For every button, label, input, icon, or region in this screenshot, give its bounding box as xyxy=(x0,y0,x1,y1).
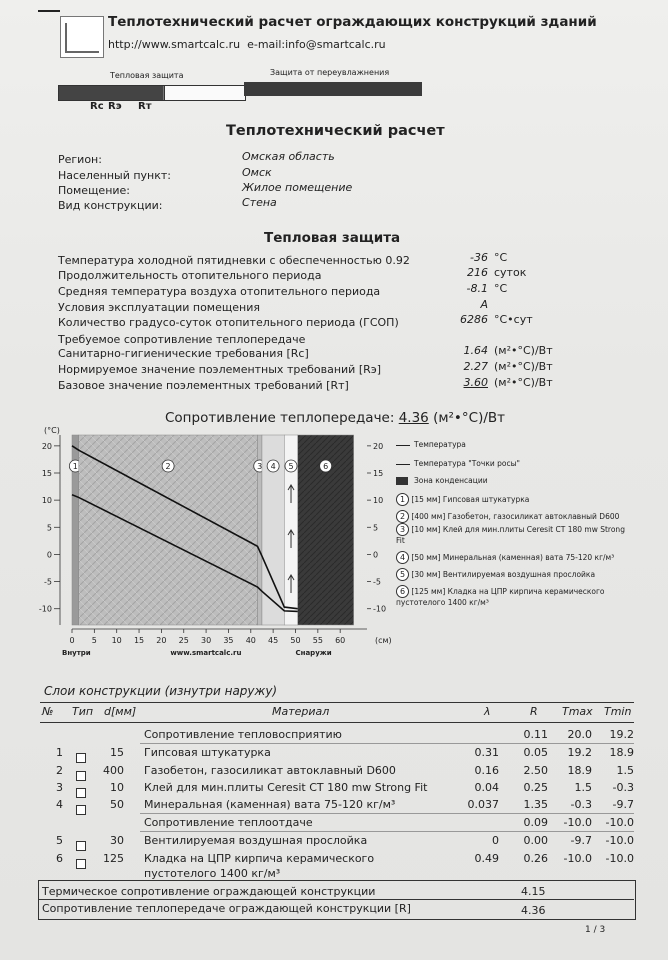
table-header-cell: R xyxy=(530,705,538,718)
x-tick-label: 0 xyxy=(69,636,75,645)
total-thermal-label: Термическое сопротивление ограждающей конструкции xyxy=(42,885,376,898)
row-rule xyxy=(140,831,634,832)
page-number: 1 / 3 xyxy=(585,925,606,935)
row-tmax: -9.7 xyxy=(570,834,592,847)
layer-label: 4 xyxy=(270,462,276,471)
param-value: Стена xyxy=(242,196,277,209)
layer-legend-text: [125 мм] Кладка на ЦПР кирпича керамического пустотелого 1400 кг/м³ xyxy=(396,587,605,607)
row-r: 0.09 xyxy=(523,816,548,829)
layer-label: 3 xyxy=(257,462,263,471)
layer-label: 2 xyxy=(165,462,171,471)
y-tick-label-left: 0 xyxy=(46,550,52,560)
param-label: Населенный пункт: xyxy=(58,169,171,182)
row-rule xyxy=(140,813,634,814)
y-tick-label-right: 20 xyxy=(373,441,384,451)
y-tick-label-right: 15 xyxy=(373,469,384,478)
layer-number-badge: 4 xyxy=(396,551,409,564)
resistance-value: 4.36 xyxy=(398,410,429,426)
layer-number-badge: 6 xyxy=(396,585,409,598)
y-tick-label-left: 10 xyxy=(41,496,52,506)
row-material-cont: пустотелого 1400 кг/м³ xyxy=(144,867,281,880)
thermal-param-label: Средняя температура воздуха отопительного периода xyxy=(58,285,381,298)
thermal-param-label: Условия эксплуатации помещения xyxy=(58,301,260,314)
x-tick-label: 55 xyxy=(312,636,323,645)
layer-number-badge: 1 xyxy=(396,493,409,506)
type-checkbox[interactable] xyxy=(76,800,86,819)
thermal-param-unit: (м²•°С)/Вт xyxy=(494,344,553,357)
row-number: 1 xyxy=(56,746,63,759)
param-label: Вид конструкции: xyxy=(58,199,163,212)
x-tick-label: 10 xyxy=(111,636,122,645)
row-tmax: -0.3 xyxy=(570,798,592,811)
layer-label: 5 xyxy=(288,462,294,471)
inside-label: Внутри xyxy=(62,649,91,657)
layer-legend-item xyxy=(396,551,632,564)
thermal-param-label: Нормируемое значение поэлементных требований [Rэ] xyxy=(58,363,382,376)
row-thickness: 125 xyxy=(103,852,124,865)
row-material: Клей для мин.плиты Ceresit CT 180 mw Strong Fit xyxy=(144,781,428,794)
y-tick-label-left: 15 xyxy=(41,469,52,478)
row-tmax: 19.2 xyxy=(567,746,592,759)
legend-dew xyxy=(396,459,520,468)
type-checkbox[interactable] xyxy=(76,836,86,855)
table-header-cell: Тип xyxy=(72,705,94,718)
layer-legend-text: [400 мм] Газобетон, газосиликат автоклавный D600 xyxy=(411,512,620,521)
row-lambda: 0.31 xyxy=(474,746,499,759)
thermal-param-label: Продолжительность отопительного периода xyxy=(58,269,322,282)
thermal-param-value: А xyxy=(480,298,488,311)
resistance-line xyxy=(165,410,505,426)
param-value: Омская область xyxy=(242,150,335,163)
row-tmin: -10.0 xyxy=(605,852,634,865)
thermal-param-unit: °С•сут xyxy=(494,313,533,326)
thermal-param-label: Санитарно-гигиенические требования [Rc] xyxy=(58,347,309,360)
total-resistance-value: 4.36 xyxy=(521,904,546,917)
thermal-param-label: Базовое значение поэлементных требований [Rт] xyxy=(58,379,349,392)
y-tick-label-left: -5 xyxy=(44,577,52,587)
layer-legend-text: [10 мм] Клей для мин.плиты Ceresit CT 180 mw Strong Fit xyxy=(396,525,625,545)
layer-legend-text: [15 мм] Гипсовая штукатурка xyxy=(411,495,530,504)
thermal-param-label: Требуемое сопротивление теплопередаче xyxy=(58,333,306,346)
legend-temp xyxy=(396,440,466,449)
row-lambda: 0.04 xyxy=(474,781,499,794)
moisture-protection-bar xyxy=(244,82,422,96)
x-tick-label: 40 xyxy=(245,636,256,645)
row-material: Сопротивление теплоотдаче xyxy=(144,816,313,829)
type-checkbox[interactable] xyxy=(76,748,86,767)
row-lambda: 0 xyxy=(492,834,499,847)
resistance-label: Сопротивление теплопередаче: xyxy=(165,410,395,426)
header-url: http://www.smartcalc.ru xyxy=(108,38,241,51)
row-tmax: 20.0 xyxy=(567,728,592,741)
x-tick-label: 60 xyxy=(335,636,346,645)
thermal-title: Тепловая защита xyxy=(264,230,401,246)
row-tmax: -10.0 xyxy=(563,816,592,829)
thermal-param-unit: (м²•°С)/Вт xyxy=(494,360,553,373)
moisture-protection-label: Защита от переувлажнения xyxy=(270,68,390,77)
header-email: e-mail:info@smartcalc.ru xyxy=(247,38,386,51)
thermal-param-value: 1.64 xyxy=(463,344,488,357)
row-number: 6 xyxy=(56,852,63,865)
thermal-param-label: Количество градусо-суток отопительного периода (ГСОП) xyxy=(58,316,399,329)
row-material: Гипсовая штукатурка xyxy=(144,746,271,759)
row-material: Газобетон, газосиликат автоклавный D600 xyxy=(144,764,396,777)
temperature-chart xyxy=(38,425,392,665)
layer-legend-text: [50 мм] Минеральная (каменная) вата 75-120 кг/м³ xyxy=(411,553,615,562)
thermal-param-label: Температура холодной пятидневки с обеспеченностью 0.92 xyxy=(58,254,410,267)
layer-legend-item xyxy=(396,523,632,546)
row-r: 0.25 xyxy=(523,781,548,794)
x-tick-label: 30 xyxy=(200,636,212,645)
layer-legend-item xyxy=(396,510,632,523)
header-contacts xyxy=(108,38,386,51)
row-number: 5 xyxy=(56,834,63,847)
mark-rt: Rт xyxy=(138,101,152,112)
row-r: 0.05 xyxy=(523,746,548,759)
row-tmin: 1.5 xyxy=(616,764,634,777)
x-tick-label: 5 xyxy=(91,636,97,645)
thermal-protection-bar-empty xyxy=(164,85,246,101)
thermal-param-value: 2.27 xyxy=(463,360,488,373)
resistance-unit: (м²•°С)/Вт xyxy=(433,410,506,426)
total-resistance-label: Сопротивление теплопередаче ограждающей конструкции [R] xyxy=(42,902,411,915)
row-thickness: 15 xyxy=(110,746,124,759)
table-header-cell: λ xyxy=(484,705,491,718)
row-r: 0.11 xyxy=(523,728,548,741)
table-header-cell: Tmin xyxy=(604,705,632,718)
y-tick-label-right: 10 xyxy=(373,496,384,506)
row-lambda: 0.49 xyxy=(474,852,499,865)
layer-label: 6 xyxy=(323,462,329,471)
thermal-param-value: 3.60 xyxy=(463,376,488,389)
y-axis-label: (°С) xyxy=(44,426,60,435)
row-number: 4 xyxy=(56,798,63,811)
row-material: Кладка на ЦПР кирпича керамического xyxy=(144,852,375,865)
layer-label: 1 xyxy=(72,462,78,471)
row-thickness: 50 xyxy=(110,798,124,811)
thermal-protection-label: Тепловая защита xyxy=(110,71,184,80)
row-material: Вентилируемая воздушная прослойка xyxy=(144,834,368,847)
row-tmin: -10.0 xyxy=(605,816,634,829)
x-axis-label: (см) xyxy=(375,636,392,645)
param-label: Помещение: xyxy=(58,184,131,197)
table-header-cell: d[мм] xyxy=(104,705,137,718)
x-tick-label: 25 xyxy=(178,636,189,645)
table-header-rule xyxy=(40,722,634,723)
param-value: Жилое помещение xyxy=(242,181,353,194)
table-header-cell: Tmax xyxy=(562,705,593,718)
row-r: 0.00 xyxy=(523,834,548,847)
row-tmax: 1.5 xyxy=(574,781,592,794)
mark-rc: Rc xyxy=(90,101,104,112)
y-tick-label-left: -10 xyxy=(38,604,52,614)
thermal-param-unit: суток xyxy=(494,266,527,279)
layer-legend-item xyxy=(396,585,632,608)
legend-cond xyxy=(396,476,488,485)
outside-label: Снаружи xyxy=(295,649,332,657)
y-tick-label-left: 20 xyxy=(41,441,52,451)
row-tmin: -0.3 xyxy=(612,781,634,794)
thermal-param-value: -36 xyxy=(470,251,488,264)
x-tick-label: 35 xyxy=(223,636,234,645)
thermal-param-value: 216 xyxy=(467,266,488,279)
row-tmin: -9.7 xyxy=(612,798,634,811)
row-r: 0.26 xyxy=(523,852,548,865)
total-thermal-value: 4.15 xyxy=(521,885,546,898)
y-tick-label-left: 5 xyxy=(46,523,52,533)
legend-dew-text: Температура "Точки росы" xyxy=(414,459,520,468)
row-thickness: 10 xyxy=(110,781,124,794)
layers-title: Слои конструкции (изнутри наружу) xyxy=(44,684,278,698)
table-top-rule xyxy=(40,702,634,703)
thermal-param-value: -8.1 xyxy=(466,282,488,295)
layer-number-badge: 2 xyxy=(396,510,409,523)
x-tick-label: 20 xyxy=(156,636,167,645)
layer-number-badge: 5 xyxy=(396,568,409,581)
thermal-param-unit: °С xyxy=(494,251,508,264)
row-number: 2 xyxy=(56,764,63,777)
thermal-param-value: 6286 xyxy=(460,313,488,326)
row-tmax: 18.9 xyxy=(567,764,592,777)
calc-title: Теплотехнический расчет xyxy=(226,123,445,139)
corner-mark xyxy=(38,10,60,12)
mark-re: Rэ xyxy=(108,101,122,112)
row-lambda: 0.037 xyxy=(467,798,499,811)
row-r: 2.50 xyxy=(523,764,548,777)
row-material: Минеральная (каменная) вата 75-120 кг/м³ xyxy=(144,798,396,811)
y-tick-label-right: -5 xyxy=(373,577,381,587)
row-rule xyxy=(140,743,634,744)
totals-divider xyxy=(38,899,634,900)
y-tick-label-right: 5 xyxy=(373,523,379,533)
row-thickness: 30 xyxy=(110,834,124,847)
row-tmin: 19.2 xyxy=(609,728,634,741)
row-tmin: -10.0 xyxy=(605,834,634,847)
layer-legend-item xyxy=(396,568,632,581)
legend-temp-text: Температура xyxy=(414,440,466,449)
row-material: Сопротивление тепловосприятию xyxy=(144,728,342,741)
y-tick-label-right: 0 xyxy=(373,550,379,560)
layer-legend-item xyxy=(396,493,632,506)
smartcalc-logo xyxy=(60,16,104,58)
layer-legend-text: [30 мм] Вентилируемая воздушная прослойка xyxy=(411,570,596,579)
layer-number-badge: 3 xyxy=(396,523,409,536)
table-header-cell: Материал xyxy=(272,705,330,718)
thermal-param-unit: °С xyxy=(494,282,508,295)
row-tmax: -10.0 xyxy=(563,852,592,865)
header-title: Теплотехнический расчет ограждающих конструкций зданий xyxy=(108,14,597,30)
param-label: Регион: xyxy=(58,153,102,166)
x-tick-label: 50 xyxy=(290,636,301,645)
type-checkbox[interactable] xyxy=(76,854,86,873)
row-r: 1.35 xyxy=(523,798,548,811)
thermal-param-unit: (м²•°С)/Вт xyxy=(494,376,553,389)
x-tick-label: 15 xyxy=(133,636,145,645)
row-thickness: 400 xyxy=(103,764,124,777)
param-value: Омск xyxy=(242,166,272,179)
site-label: www.smartcalc.ru xyxy=(170,649,242,657)
y-tick-label-right: -10 xyxy=(373,604,387,614)
row-tmin: 18.9 xyxy=(609,746,634,759)
row-number: 3 xyxy=(56,781,63,794)
legend-cond-text: Зона конденсации xyxy=(414,476,488,485)
row-lambda: 0.16 xyxy=(474,764,499,777)
x-tick-label: 45 xyxy=(268,636,279,645)
table-header-cell: № xyxy=(42,705,54,718)
